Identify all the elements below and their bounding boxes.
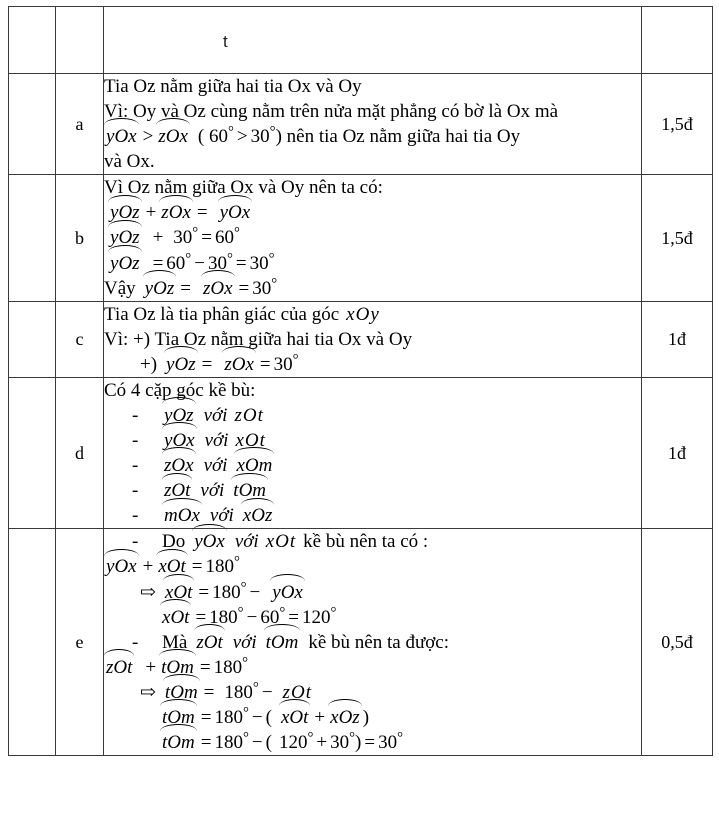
part-label-cell bbox=[56, 7, 104, 74]
plus-operator: + bbox=[142, 556, 154, 578]
value-30: 30 bbox=[252, 277, 272, 299]
angle-arc-icon bbox=[273, 524, 291, 532]
points-cell bbox=[642, 7, 713, 74]
equals-operator: = bbox=[201, 227, 212, 249]
paren-open: ( bbox=[265, 706, 272, 728]
angle-tOm: tOm bbox=[160, 705, 197, 730]
angle-arc-icon bbox=[164, 346, 198, 354]
equals-operator: = bbox=[288, 606, 299, 628]
degree-symbol: ° bbox=[397, 729, 404, 746]
angle-arc-icon bbox=[162, 422, 197, 430]
table-row-c bbox=[9, 301, 713, 377]
angle-yOz: yOz bbox=[162, 403, 196, 428]
angle-yOx: yOx bbox=[104, 554, 139, 579]
angle-arc-icon bbox=[241, 397, 259, 405]
bullet-dash: - bbox=[132, 430, 139, 452]
minus-operator: − bbox=[261, 681, 273, 703]
paren-open: ( bbox=[265, 732, 272, 754]
degree-symbol: ° bbox=[242, 729, 249, 746]
angle-yOz: yOz bbox=[164, 352, 198, 377]
solution-line bbox=[104, 605, 641, 630]
conjunction-voi: với bbox=[204, 430, 229, 452]
angle-yOz: yOz bbox=[108, 225, 142, 250]
solution-line: Vì: Oy và Oz cùng nằm trên nửa mặt phẳng có bờ là Ox mà bbox=[104, 101, 559, 123]
angle-tOm: tOm bbox=[160, 730, 197, 755]
equals-operator: = bbox=[196, 202, 208, 224]
angle-arc-icon bbox=[222, 346, 256, 354]
angle-zOx: zOx bbox=[156, 124, 190, 149]
solution-line-text: kề bù nên ta được: bbox=[308, 631, 449, 653]
degree-symbol: ° bbox=[185, 250, 192, 267]
angle-zOx: zOx bbox=[222, 352, 256, 377]
value-30: 30 bbox=[330, 732, 350, 754]
solution-line-text: kề bù nên ta có : bbox=[303, 531, 429, 553]
solution-line-text: Tia Oz là tia phân giác của góc bbox=[104, 303, 340, 325]
angle-yOz: yOz bbox=[108, 251, 142, 276]
value-120: 120 bbox=[278, 732, 308, 754]
gutter-cell bbox=[9, 7, 56, 74]
angle-arc-icon bbox=[160, 699, 197, 707]
value-180: 180 bbox=[212, 581, 241, 603]
degree-symbol: ° bbox=[242, 654, 249, 671]
paren-close: ) bbox=[362, 706, 370, 728]
angle-xOz: xOz bbox=[241, 503, 275, 528]
implies-arrow-icon: ⇨ bbox=[140, 581, 156, 603]
points-cell-b: 1,5đ bbox=[642, 175, 713, 301]
bullet-dash: - bbox=[132, 531, 139, 553]
minus-operator: − bbox=[246, 606, 258, 628]
solution-line bbox=[104, 352, 641, 377]
solution-cell-a bbox=[104, 74, 642, 175]
bullet-dash: - bbox=[132, 405, 139, 427]
angle-yOz: yOz bbox=[143, 276, 177, 301]
angle-tOm: tOm bbox=[159, 655, 196, 680]
bullet-dash: - bbox=[132, 455, 139, 477]
equals-operator: = bbox=[199, 656, 211, 678]
conjunction-voi: với bbox=[203, 405, 228, 427]
solution-cell-c bbox=[104, 301, 642, 377]
value-30: 30 bbox=[207, 252, 227, 274]
conjunction-voi: với bbox=[232, 631, 257, 653]
conjunction-voi: với bbox=[203, 455, 228, 477]
angle-zOt: zOt bbox=[162, 478, 192, 503]
part-label-a: a bbox=[56, 74, 104, 175]
plus-operator: + bbox=[152, 227, 164, 249]
value-60: 60 bbox=[214, 227, 234, 249]
gutter-cell bbox=[9, 377, 56, 528]
equals-operator: = bbox=[200, 706, 212, 728]
implies-arrow-icon: ⇨ bbox=[140, 681, 156, 703]
value-30: 30 bbox=[273, 353, 293, 375]
equals-operator: = bbox=[203, 681, 215, 703]
angle-arc-icon bbox=[243, 422, 261, 430]
value-60: 60 bbox=[166, 252, 186, 274]
solution-line-text: Mà bbox=[162, 631, 188, 653]
angle-arc-icon bbox=[156, 549, 187, 557]
equals-operator: = bbox=[235, 252, 247, 274]
solution-line bbox=[104, 302, 641, 327]
part-label-b: b bbox=[56, 175, 104, 301]
angle-arc-icon bbox=[354, 296, 372, 304]
minus-operator: − bbox=[194, 252, 205, 274]
conjunction-voi: với bbox=[200, 480, 225, 502]
angle-xOt: xOt bbox=[163, 580, 194, 605]
degree-symbol: ° bbox=[271, 275, 278, 292]
paren-close: ) bbox=[355, 732, 362, 754]
conjunction-voi: với bbox=[209, 505, 234, 527]
degree-symbol: ° bbox=[252, 679, 259, 696]
solution-line bbox=[104, 124, 641, 149]
angle-xOt: xOt bbox=[279, 705, 310, 730]
points-cell-d: 1đ bbox=[642, 377, 713, 528]
angle-vertex: O bbox=[244, 428, 260, 453]
plus-operator: + bbox=[145, 656, 157, 678]
gutter-cell bbox=[9, 529, 56, 756]
solution-line bbox=[104, 251, 641, 276]
degree-symbol: ° bbox=[227, 123, 234, 140]
angle-arc-icon bbox=[162, 397, 196, 405]
angle-vertex: O bbox=[242, 403, 258, 428]
angle-vertex: O bbox=[290, 680, 306, 705]
angle-yOx: yOx bbox=[104, 124, 139, 149]
angle-zOt: zOt bbox=[194, 630, 224, 655]
bullet-dash: - bbox=[132, 480, 139, 502]
solution-line bbox=[104, 276, 641, 301]
degree-symbol: ° bbox=[292, 351, 299, 368]
equals-operator: = bbox=[200, 732, 212, 754]
solution-cell-e bbox=[104, 529, 642, 756]
solution-line: Vì Oz nằm giữa Ox và Oy nên ta có: bbox=[104, 177, 383, 199]
minus-operator: − bbox=[251, 732, 263, 754]
solution-cell-d bbox=[104, 377, 642, 528]
angle-tOm: tOm bbox=[264, 630, 301, 655]
angle-arc-icon bbox=[279, 699, 310, 707]
angle-mOx: mOx bbox=[162, 503, 202, 528]
angle-arc-icon bbox=[108, 195, 142, 203]
angle-tOm: tOm bbox=[231, 478, 268, 503]
angle-arc-icon bbox=[270, 574, 305, 582]
degree-symbol: ° bbox=[234, 554, 240, 571]
angle-tOm: tOm bbox=[163, 680, 200, 705]
equals-operator: = bbox=[195, 606, 207, 628]
angle-arc-icon bbox=[104, 649, 134, 657]
table-row-header bbox=[9, 7, 713, 74]
angle-arc-icon bbox=[264, 624, 301, 632]
minus-operator: − bbox=[249, 581, 261, 603]
angle-xOt: x Ot bbox=[266, 529, 295, 554]
sub-bullet-marker: +) bbox=[140, 353, 158, 375]
angle-arc-icon bbox=[201, 270, 235, 278]
value-180: 180 bbox=[205, 556, 234, 578]
points-cell-a: 1,5đ bbox=[642, 74, 713, 175]
conclusion-word: Vậy bbox=[104, 277, 136, 299]
table-row-a bbox=[9, 74, 713, 175]
solution-line: Tia Oz nằm giữa hai tia Ox và Oy bbox=[104, 76, 362, 97]
angle-arc-icon bbox=[104, 549, 139, 557]
angle-yOx: yOx bbox=[192, 529, 227, 554]
equals-operator: = bbox=[259, 353, 271, 375]
value-180: 180 bbox=[213, 656, 243, 678]
angle-vertex: O bbox=[355, 302, 371, 327]
angle-arc-icon bbox=[104, 118, 139, 126]
angle-yOx: yOx bbox=[270, 580, 305, 605]
bullet-dash: - bbox=[132, 505, 139, 527]
degree-symbol: ° bbox=[268, 250, 275, 267]
solution-line bbox=[104, 730, 641, 755]
angle-xOt: xOt bbox=[160, 605, 191, 630]
angle-zOx: zOx bbox=[162, 453, 196, 478]
equals-operator: = bbox=[238, 277, 250, 299]
gt-operator: > bbox=[142, 126, 154, 148]
solution-line bbox=[104, 225, 641, 250]
plus-operator: + bbox=[145, 202, 157, 224]
value-120: 120 bbox=[301, 606, 331, 628]
angle-arc-icon bbox=[162, 447, 196, 455]
angle-arc-icon bbox=[234, 447, 274, 455]
minus-operator: − bbox=[251, 706, 263, 728]
angle-arc-icon bbox=[160, 599, 191, 607]
degree-symbol: ° bbox=[330, 604, 337, 621]
table-row-b bbox=[9, 175, 713, 301]
list-item bbox=[104, 503, 641, 528]
angle-xOt: x Ot bbox=[235, 428, 264, 453]
solution-line: Có 4 cặp góc kề bù: bbox=[104, 379, 256, 401]
angle-arc-icon bbox=[328, 699, 362, 707]
equals-operator: = bbox=[152, 252, 164, 274]
degree-symbol: ° bbox=[349, 729, 356, 746]
value-30: 30 bbox=[378, 732, 398, 754]
points-cell-c: 1đ bbox=[642, 301, 713, 377]
degree-symbol: ° bbox=[240, 579, 247, 596]
angle-xOz: xOz bbox=[328, 705, 362, 730]
angle-arc-icon bbox=[143, 270, 177, 278]
angle-xOm: xOm bbox=[234, 453, 274, 478]
gt-operator: > bbox=[236, 126, 248, 148]
angle-arc-icon bbox=[163, 674, 200, 682]
value-180: 180 bbox=[209, 606, 238, 628]
figure-cell bbox=[104, 7, 642, 74]
angle-zOt: zOt bbox=[104, 655, 134, 680]
paren-open: ( 60 bbox=[197, 126, 228, 148]
equals-operator: = bbox=[198, 581, 210, 603]
degree-symbol: ° bbox=[226, 250, 233, 267]
angle-yOz: yOz bbox=[108, 200, 142, 225]
part-label-e: e bbox=[56, 529, 104, 756]
value-60: 60 bbox=[260, 606, 280, 628]
gutter-cell bbox=[9, 175, 56, 301]
solution-line: Vì: +) Tia Oz nằm giữa hai tia Ox và Oy bbox=[104, 328, 413, 350]
solution-cell-b bbox=[104, 175, 642, 301]
plus-operator: + bbox=[316, 732, 328, 754]
answer-key-table bbox=[8, 6, 713, 756]
gutter-cell bbox=[9, 74, 56, 175]
degree-symbol: ° bbox=[237, 604, 244, 621]
value-180: 180 bbox=[214, 706, 243, 728]
angle-zOx: zOx bbox=[159, 200, 193, 225]
value-30: 30 bbox=[249, 252, 269, 274]
value-180: 180 bbox=[224, 681, 253, 703]
solution-line-text: Do bbox=[162, 531, 186, 553]
angle-vertex: O bbox=[274, 529, 290, 554]
table-row-e bbox=[9, 529, 713, 756]
solution-line bbox=[104, 200, 641, 225]
degree-symbol: ° bbox=[233, 225, 240, 242]
points-cell-e: 0,5đ bbox=[642, 529, 713, 756]
angle-xOt: xOt bbox=[156, 554, 187, 579]
degree-symbol: ° bbox=[269, 123, 276, 140]
part-label-d: d bbox=[56, 377, 104, 528]
table-row-d bbox=[9, 377, 713, 528]
angle-zOt: z Ot bbox=[283, 680, 311, 705]
angle-yOx: yOx bbox=[218, 200, 253, 225]
degree-symbol: ° bbox=[192, 225, 199, 242]
plus-operator: + bbox=[314, 706, 326, 728]
gutter-cell bbox=[9, 301, 56, 377]
equals-operator: = bbox=[364, 732, 376, 754]
equals-operator: = bbox=[191, 556, 203, 578]
angle-zOx: zOx bbox=[201, 276, 235, 301]
angle-zOt: z Ot bbox=[234, 403, 262, 428]
equals-operator: = bbox=[201, 353, 213, 375]
degree-symbol: ° bbox=[242, 704, 249, 721]
equals-operator: = bbox=[180, 277, 191, 299]
angle-arc-icon bbox=[194, 624, 224, 632]
stray-t-mark: t bbox=[223, 32, 228, 51]
value-30: 30 bbox=[173, 227, 193, 249]
angle-arc-icon bbox=[156, 118, 190, 126]
angle-arc-icon bbox=[108, 245, 142, 253]
angle-arc-icon bbox=[159, 649, 196, 657]
degree-symbol: ° bbox=[307, 729, 314, 746]
angle-xOy: x Oy bbox=[346, 302, 379, 327]
solution-line-tail: ) nên tia Oz nằm giữa hai tia Oy bbox=[275, 126, 521, 148]
angle-arc-icon bbox=[289, 674, 307, 682]
angle-yOx: yOx bbox=[162, 428, 197, 453]
angle-arc-icon bbox=[108, 220, 142, 228]
bullet-dash: - bbox=[132, 631, 139, 653]
degree-symbol: ° bbox=[279, 604, 286, 621]
value-30: 30 bbox=[250, 126, 270, 148]
solution-line: và Ox. bbox=[104, 151, 155, 173]
part-label-c: c bbox=[56, 301, 104, 377]
angle-arc-icon bbox=[160, 724, 197, 732]
conjunction-voi: với bbox=[234, 531, 259, 553]
value-180: 180 bbox=[214, 732, 243, 754]
